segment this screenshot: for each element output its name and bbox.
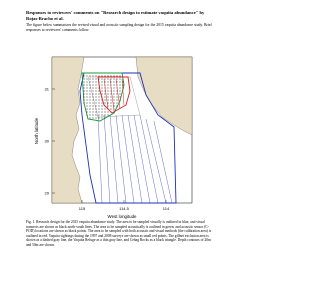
acoustic-sensor-point [104, 114, 105, 115]
acoustic-sensor-point [92, 93, 93, 94]
acoustic-sensor-point [86, 102, 87, 103]
acoustic-sensor-point [113, 78, 114, 79]
acoustic-sensor-point [83, 75, 84, 76]
acoustic-sensor-point [86, 84, 87, 85]
x-axis-label: West longitude [107, 214, 137, 219]
x-tick-label: 115 [78, 206, 86, 211]
acoustic-sensor-point [89, 81, 90, 82]
acoustic-sensor-point [98, 96, 99, 97]
intro-paragraph: The figure below summarizes the revised visual and acoustic sampling design for the 2015 vaquita abundance study. Brief responses to reviewers' comments follow. [26, 23, 212, 32]
acoustic-sensor-point [107, 81, 108, 82]
acoustic-sensor-point [83, 87, 84, 88]
acoustic-sensor-point [95, 93, 96, 94]
acoustic-sensor-point [92, 84, 93, 85]
acoustic-sensor-point [89, 75, 90, 76]
acoustic-sensor-point [92, 75, 93, 76]
acoustic-sensor-point [83, 81, 84, 82]
acoustic-sensor-point [92, 90, 93, 91]
acoustic-sensor-point [92, 102, 93, 103]
acoustic-sensor-point [116, 96, 117, 97]
acoustic-sensor-point [110, 93, 111, 94]
acoustic-sensor-point [86, 81, 87, 82]
acoustic-sensor-point [119, 96, 120, 97]
acoustic-sensor-point [107, 93, 108, 94]
acoustic-sensor-point [113, 93, 114, 94]
acoustic-sensor-point [101, 90, 102, 91]
acoustic-sensor-point [95, 96, 96, 97]
acoustic-sensor-point [119, 99, 120, 100]
acoustic-sensor-point [98, 99, 99, 100]
acoustic-sensor-point [113, 102, 114, 103]
acoustic-sensor-point [113, 81, 114, 82]
acoustic-sensor-point [101, 108, 102, 109]
acoustic-sensor-point [89, 84, 90, 85]
acoustic-sensor-point [95, 117, 96, 118]
acoustic-sensor-point [113, 90, 114, 91]
acoustic-sensor-point [95, 105, 96, 106]
x-tick-label: 114 [162, 206, 170, 211]
acoustic-sensor-point [110, 78, 111, 79]
acoustic-sensor-point [83, 78, 84, 79]
acoustic-sensor-point [101, 117, 102, 118]
acoustic-sensor-point [116, 102, 117, 103]
acoustic-sensor-point [104, 75, 105, 76]
acoustic-sensor-point [89, 102, 90, 103]
acoustic-sensor-point [95, 90, 96, 91]
acoustic-sensor-point [95, 102, 96, 103]
acoustic-sensor-point [119, 81, 120, 82]
acoustic-sensor-point [98, 111, 99, 112]
acoustic-sensor-point [107, 90, 108, 91]
acoustic-sensor-point [101, 93, 102, 94]
acoustic-sensor-point [86, 108, 87, 109]
figure-caption: Fig. 1. Research design for the 2015 vaquita abundance study. The area to be sampled visually is outlined in blue, and visual transects are shown as black north-south lines. The area to be sampled acoustically is outlined in green, and acoustic sensor (C-POD) locations are shown as black points. The area to be sampled with both acoustic and visual methods (the calibration area) is outlined in red. Vaquita sightings during the 1997 and 2008 surveys are shown as small red points. The gillnet exclusion area is shown as a dashed gray line, the Vaquita Refuge as a thin gray line, and Ceñag Rocks as a black triangle. Depth contours of 20m and 50m are shown. [26, 220, 212, 247]
acoustic-sensor-point [86, 99, 87, 100]
acoustic-sensor-point [86, 75, 87, 76]
acoustic-sensor-point [101, 84, 102, 85]
acoustic-sensor-point [101, 114, 102, 115]
acoustic-sensor-point [107, 96, 108, 97]
acoustic-sensor-point [107, 78, 108, 79]
acoustic-sensor-point [98, 75, 99, 76]
x-tick-label: 114.5 [119, 206, 129, 211]
acoustic-sensor-point [89, 78, 90, 79]
y-tick-label: 29 [44, 190, 49, 196]
acoustic-sensor-point [107, 102, 108, 103]
acoustic-sensor-point [107, 75, 108, 76]
acoustic-sensor-point [86, 87, 87, 88]
acoustic-sensor-point [83, 84, 84, 85]
acoustic-sensor-point [110, 96, 111, 97]
acoustic-sensor-point [89, 90, 90, 91]
acoustic-sensor-point [92, 99, 93, 100]
acoustic-sensor-point [92, 108, 93, 109]
acoustic-sensor-point [104, 102, 105, 103]
acoustic-sensor-point [98, 108, 99, 109]
acoustic-sensor-point [113, 84, 114, 85]
acoustic-sensor-point [86, 114, 87, 115]
acoustic-sensor-point [83, 102, 84, 103]
acoustic-sensor-point [107, 84, 108, 85]
y-tick-label: 31 [44, 86, 49, 92]
acoustic-sensor-point [89, 96, 90, 97]
acoustic-sensor-point [116, 99, 117, 100]
acoustic-sensor-point [98, 102, 99, 103]
acoustic-sensor-point [89, 117, 90, 118]
acoustic-sensor-point [104, 111, 105, 112]
acoustic-sensor-point [119, 78, 120, 79]
acoustic-sensor-point [92, 114, 93, 115]
acoustic-sensor-point [107, 114, 108, 115]
acoustic-sensor-point [86, 111, 87, 112]
acoustic-sensor-point [104, 96, 105, 97]
acoustic-sensor-point [89, 108, 90, 109]
acoustic-sensor-point [89, 111, 90, 112]
acoustic-sensor-point [110, 102, 111, 103]
acoustic-sensor-point [86, 90, 87, 91]
acoustic-sensor-point [119, 84, 120, 85]
acoustic-sensor-point [116, 93, 117, 94]
acoustic-sensor-point [101, 78, 102, 79]
acoustic-sensor-point [119, 90, 120, 91]
acoustic-sensor-point [98, 93, 99, 94]
document-title: Responses to reviewers' comments on "Research design to estimate vaquita abundance" by Rojas-Bracho et al. [26, 10, 205, 21]
acoustic-sensor-point [104, 93, 105, 94]
acoustic-sensor-point [104, 78, 105, 79]
acoustic-sensor-point [95, 75, 96, 76]
acoustic-sensor-point [98, 90, 99, 91]
acoustic-sensor-point [116, 105, 117, 106]
acoustic-sensor-point [89, 105, 90, 106]
acoustic-sensor-point [86, 93, 87, 94]
acoustic-sensor-point [92, 96, 93, 97]
acoustic-sensor-point [98, 117, 99, 118]
acoustic-sensor-point [92, 78, 93, 79]
acoustic-sensor-point [107, 87, 108, 88]
acoustic-sensor-point [119, 75, 120, 76]
acoustic-sensor-point [92, 111, 93, 112]
study-area-map [24, 55, 210, 225]
acoustic-sensor-point [98, 105, 99, 106]
acoustic-sensor-point [116, 78, 117, 79]
acoustic-sensor-point [107, 99, 108, 100]
acoustic-sensor-point [92, 117, 93, 118]
acoustic-sensor-point [83, 99, 84, 100]
acoustic-sensor-point [95, 114, 96, 115]
acoustic-sensor-point [95, 78, 96, 79]
acoustic-sensor-point [110, 105, 111, 106]
acoustic-sensor-point [101, 111, 102, 112]
acoustic-sensor-point [83, 90, 84, 91]
acoustic-sensor-point [95, 108, 96, 109]
acoustic-sensor-point [92, 105, 93, 106]
acoustic-sensor-point [110, 99, 111, 100]
acoustic-sensor-point [98, 114, 99, 115]
acoustic-sensor-point [89, 93, 90, 94]
acoustic-sensor-point [101, 87, 102, 88]
acoustic-sensor-point [119, 87, 120, 88]
y-tick-label: 30 [44, 138, 49, 144]
acoustic-sensor-point [122, 81, 123, 82]
acoustic-sensor-point [113, 87, 114, 88]
acoustic-sensor-point [95, 84, 96, 85]
acoustic-sensor-point [110, 75, 111, 76]
acoustic-sensor-point [101, 105, 102, 106]
acoustic-sensor-point [104, 99, 105, 100]
acoustic-sensor-point [92, 87, 93, 88]
acoustic-sensor-point [113, 96, 114, 97]
acoustic-sensor-point [89, 99, 90, 100]
acoustic-sensor-point [104, 117, 105, 118]
acoustic-sensor-point [101, 81, 102, 82]
acoustic-sensor-point [119, 93, 120, 94]
acoustic-sensor-point [113, 99, 114, 100]
acoustic-sensor-point [86, 78, 87, 79]
acoustic-sensor-point [110, 108, 111, 109]
acoustic-sensor-point [89, 87, 90, 88]
acoustic-sensor-point [86, 96, 87, 97]
acoustic-sensor-point [89, 114, 90, 115]
acoustic-sensor-point [95, 87, 96, 88]
acoustic-sensor-point [92, 81, 93, 82]
acoustic-sensor-point [107, 111, 108, 112]
y-axis-label: North latitude [34, 117, 39, 145]
acoustic-sensor-point [95, 111, 96, 112]
acoustic-sensor-point [95, 99, 96, 100]
acoustic-sensor-point [104, 108, 105, 109]
acoustic-sensor-point [83, 96, 84, 97]
acoustic-sensor-point [101, 75, 102, 76]
acoustic-sensor-point [116, 75, 117, 76]
acoustic-sensor-point [86, 105, 87, 106]
acoustic-sensor-point [83, 93, 84, 94]
acoustic-sensor-point [101, 102, 102, 103]
acoustic-sensor-point [113, 75, 114, 76]
acoustic-sensor-point [95, 81, 96, 82]
